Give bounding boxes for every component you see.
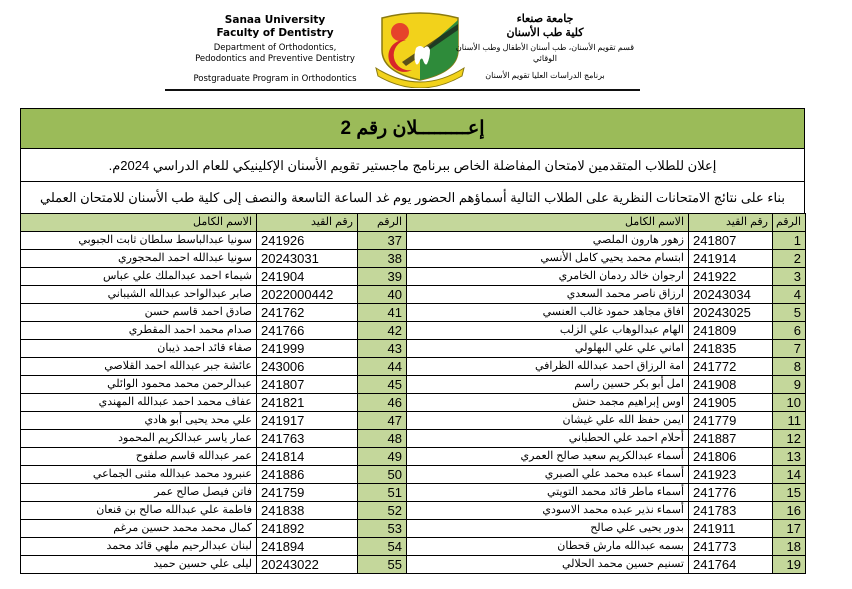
student-number: 11 (773, 412, 806, 430)
registration-id: 241887 (689, 430, 773, 448)
table-row (21, 466, 806, 484)
student-number: 6 (773, 322, 806, 340)
table-row (21, 268, 806, 286)
crest-sun (391, 23, 409, 41)
registration-id: 243006 (257, 358, 358, 376)
student-name: الهام عبدالوهاب علي الزلب (407, 322, 689, 340)
student-name: أسماء ماطر قائد محمد التويتي (407, 484, 689, 502)
student-number: 48 (358, 430, 407, 448)
student-name: اوس إبراهيم مجمد حنش (407, 394, 689, 412)
table-row (21, 250, 806, 268)
program-ar: برنامج الدراسات العليا تقويم الأسنان (485, 71, 605, 80)
registration-id: 20243022 (257, 556, 358, 574)
department-ar: قسم تقويم الأسنان، طب أسنان الأطفال وطب الأسنان الوقائي (455, 43, 635, 63)
registration-id: 241762 (257, 304, 358, 322)
student-name: علي محد يحيى أبو هادي (21, 412, 257, 430)
arabic-letterhead (455, 12, 635, 81)
table-row (21, 448, 806, 466)
registration-id: 241908 (689, 376, 773, 394)
registration-id: 241911 (689, 520, 773, 538)
student-number: 4 (773, 286, 806, 304)
registration-id: 241776 (689, 484, 773, 502)
faculty-name-en: Faculty of Dentistry (216, 27, 334, 39)
student-number: 45 (358, 376, 407, 394)
student-name: صفاء قائد احمد ذيبان (21, 340, 257, 358)
table-row (21, 394, 806, 412)
table-row (21, 502, 806, 520)
student-number: 37 (358, 232, 407, 250)
table-row (21, 340, 806, 358)
student-number: 1 (773, 232, 806, 250)
table-row (21, 484, 806, 502)
student-name: كمال محمد محمد حسين مرغم (21, 520, 257, 538)
registration-id: 241922 (689, 268, 773, 286)
student-name: امة الرزاق احمد عبدالله الظرافي (407, 358, 689, 376)
program-en: Postgraduate Program in Orthodontics (193, 74, 357, 84)
student-name: عائشة جبر عبدالله احمد القلاصي (21, 358, 257, 376)
student-name: عنبرود محمد عبدالله مثنى الجماعي (21, 466, 257, 484)
col-header-reg: رقم القيد (689, 214, 773, 232)
announcement-line2: بناء على نتائج الامتحانات النظرية على الطلاب التالية أسماؤهم الحضور يوم غد الساعة التاسعة والنصف إلى كلية طب الأسنان للامتحان العملي (20, 181, 805, 214)
registration-id: 241807 (689, 232, 773, 250)
registration-id: 241759 (257, 484, 358, 502)
table-row (21, 520, 806, 538)
student-number: 13 (773, 448, 806, 466)
student-name: سونيا عبدالباسط سلطان ثابت الجبوبي (21, 232, 257, 250)
university-name-ar: جامعة صنعاء (516, 13, 574, 25)
table-row (21, 538, 806, 556)
student-number: 7 (773, 340, 806, 358)
student-number: 46 (358, 394, 407, 412)
student-name: أسماء عبدالكريم سعيد صالح العمري (407, 448, 689, 466)
registration-id: 241806 (689, 448, 773, 466)
registration-id: 241807 (257, 376, 358, 394)
student-number: 14 (773, 466, 806, 484)
student-number: 42 (358, 322, 407, 340)
student-number: 41 (358, 304, 407, 322)
student-number: 40 (358, 286, 407, 304)
student-name: عبدالرحمن محمد محمود الوائلي (21, 376, 257, 394)
student-name: فاطمة علي عبدالله صالح بن قنعان (21, 502, 257, 520)
announcement-line1: إعلان للطلاب المتقدمين لامتحان المفاضلة الخاص ببرنامج ماجستير تقويم الأسنان الإكلينيكي للعام الدراسي 2024م. (20, 148, 805, 182)
table-row (21, 556, 806, 574)
registration-id: 241904 (257, 268, 358, 286)
registration-id: 241809 (689, 322, 773, 340)
student-name: بسمه عبدالله مارش قحطان (407, 538, 689, 556)
student-number: 54 (358, 538, 407, 556)
student-name: اماني علي علي البهلولي (407, 340, 689, 358)
student-number: 39 (358, 268, 407, 286)
student-name: لبنان عبدالرحيم ملهي قائد محمد (21, 538, 257, 556)
student-name: أسماء عبده محمد علي الصبري (407, 466, 689, 484)
registration-id: 241892 (257, 520, 358, 538)
registration-id: 241764 (689, 556, 773, 574)
table-row (21, 286, 806, 304)
student-name: ايمن حفظ الله علي غيشان (407, 412, 689, 430)
registration-id: 241779 (689, 412, 773, 430)
table-header-row (21, 214, 806, 232)
student-name: صادق احمد قاسم حسن (21, 304, 257, 322)
student-number: 12 (773, 430, 806, 448)
faculty-name-ar: كلية طب الأسنان (506, 27, 584, 39)
student-name: ارجوان خالد ردمان الخامري (407, 268, 689, 286)
student-number: 10 (773, 394, 806, 412)
student-name: فاتن فيصل صالح عمر (21, 484, 257, 502)
student-number: 51 (358, 484, 407, 502)
student-number: 43 (358, 340, 407, 358)
student-name: أحلام احمد علي الحطباني (407, 430, 689, 448)
student-number: 8 (773, 358, 806, 376)
student-number: 3 (773, 268, 806, 286)
student-number: 53 (358, 520, 407, 538)
student-name: افاق مجاهد حمود غالب العنسي (407, 304, 689, 322)
student-name: ليلى علي حسين حميد (21, 556, 257, 574)
student-name: أسماء نذير عبده محمد الاسودي (407, 502, 689, 520)
table-row (21, 358, 806, 376)
registration-id: 241886 (257, 466, 358, 484)
table-row (21, 322, 806, 340)
registration-id: 20243034 (689, 286, 773, 304)
student-number: 38 (358, 250, 407, 268)
registration-id: 241783 (689, 502, 773, 520)
registration-id: 241914 (689, 250, 773, 268)
registration-id: 241835 (689, 340, 773, 358)
student-name: صابر عبدالواحد عبدالله الشيباني (21, 286, 257, 304)
registration-id: 241766 (257, 322, 358, 340)
student-number: 2 (773, 250, 806, 268)
registration-id: 2022000442 (257, 286, 358, 304)
faculty-logo-icon (372, 10, 468, 88)
registration-id: 241923 (689, 466, 773, 484)
registration-id: 241905 (689, 394, 773, 412)
university-name-en: Sanaa University (224, 14, 326, 26)
table-row (21, 304, 806, 322)
student-name: شيماء احمد عبدالملك علي عباس (21, 268, 257, 286)
department-line1-en: Department of Orthodontics, (213, 43, 337, 53)
registration-id: 241999 (257, 340, 358, 358)
student-name: ابتسام محمد يحيي كامل الأنسي (407, 250, 689, 268)
student-number: 17 (773, 520, 806, 538)
col-header-num: الرقم (358, 214, 407, 232)
registration-id: 241838 (257, 502, 358, 520)
student-name: تسنيم حسين محمد الحلالي (407, 556, 689, 574)
student-number: 5 (773, 304, 806, 322)
student-number: 52 (358, 502, 407, 520)
col-header-name: الاسم الكامل (21, 214, 257, 232)
registration-id: 20243025 (689, 304, 773, 322)
registration-id: 241926 (257, 232, 358, 250)
student-number: 18 (773, 538, 806, 556)
student-name: عمار ياسر عبدالكريم المحمود (21, 430, 257, 448)
student-number: 49 (358, 448, 407, 466)
student-name: عفاف محمد احمد عبدالله المهندي (21, 394, 257, 412)
registration-id: 241917 (257, 412, 358, 430)
students-table (20, 213, 806, 574)
student-number: 9 (773, 376, 806, 394)
header-divider (165, 89, 640, 91)
table-row (21, 376, 806, 394)
student-number: 55 (358, 556, 407, 574)
registration-id: 241773 (689, 538, 773, 556)
student-number: 16 (773, 502, 806, 520)
student-name: ارزاق ناصر محمد السعدي (407, 286, 689, 304)
registration-id: 241821 (257, 394, 358, 412)
student-number: 15 (773, 484, 806, 502)
student-name: صدام محمد احمد المقطري (21, 322, 257, 340)
student-name: عمر عبدالله قاسم صلفوح (21, 448, 257, 466)
col-header-reg: رقم القيد (257, 214, 358, 232)
registration-id: 241772 (689, 358, 773, 376)
table-row (21, 232, 806, 250)
col-header-name: الاسم الكامل (407, 214, 689, 232)
registration-id: 20243031 (257, 250, 358, 268)
registration-id: 241763 (257, 430, 358, 448)
english-letterhead (165, 14, 385, 85)
student-number: 47 (358, 412, 407, 430)
table-row (21, 412, 806, 430)
student-name: سونيا عبدالله احمد المحجوري (21, 250, 257, 268)
student-name: زهور هارون الملصي (407, 232, 689, 250)
student-number: 19 (773, 556, 806, 574)
registration-id: 241814 (257, 448, 358, 466)
student-number: 44 (358, 358, 407, 376)
table-row (21, 430, 806, 448)
registration-id: 241894 (257, 538, 358, 556)
student-name: امل أبو بكر حسين راسم (407, 376, 689, 394)
student-number: 50 (358, 466, 407, 484)
student-name: بدور يحيى علي صالح (407, 520, 689, 538)
announcement-title: إعـــــــــلان رقم 2 (20, 108, 805, 149)
col-header-num: الرقم (773, 214, 806, 232)
department-line2-en: Pedodontics and Preventive Dentistry (195, 54, 355, 64)
